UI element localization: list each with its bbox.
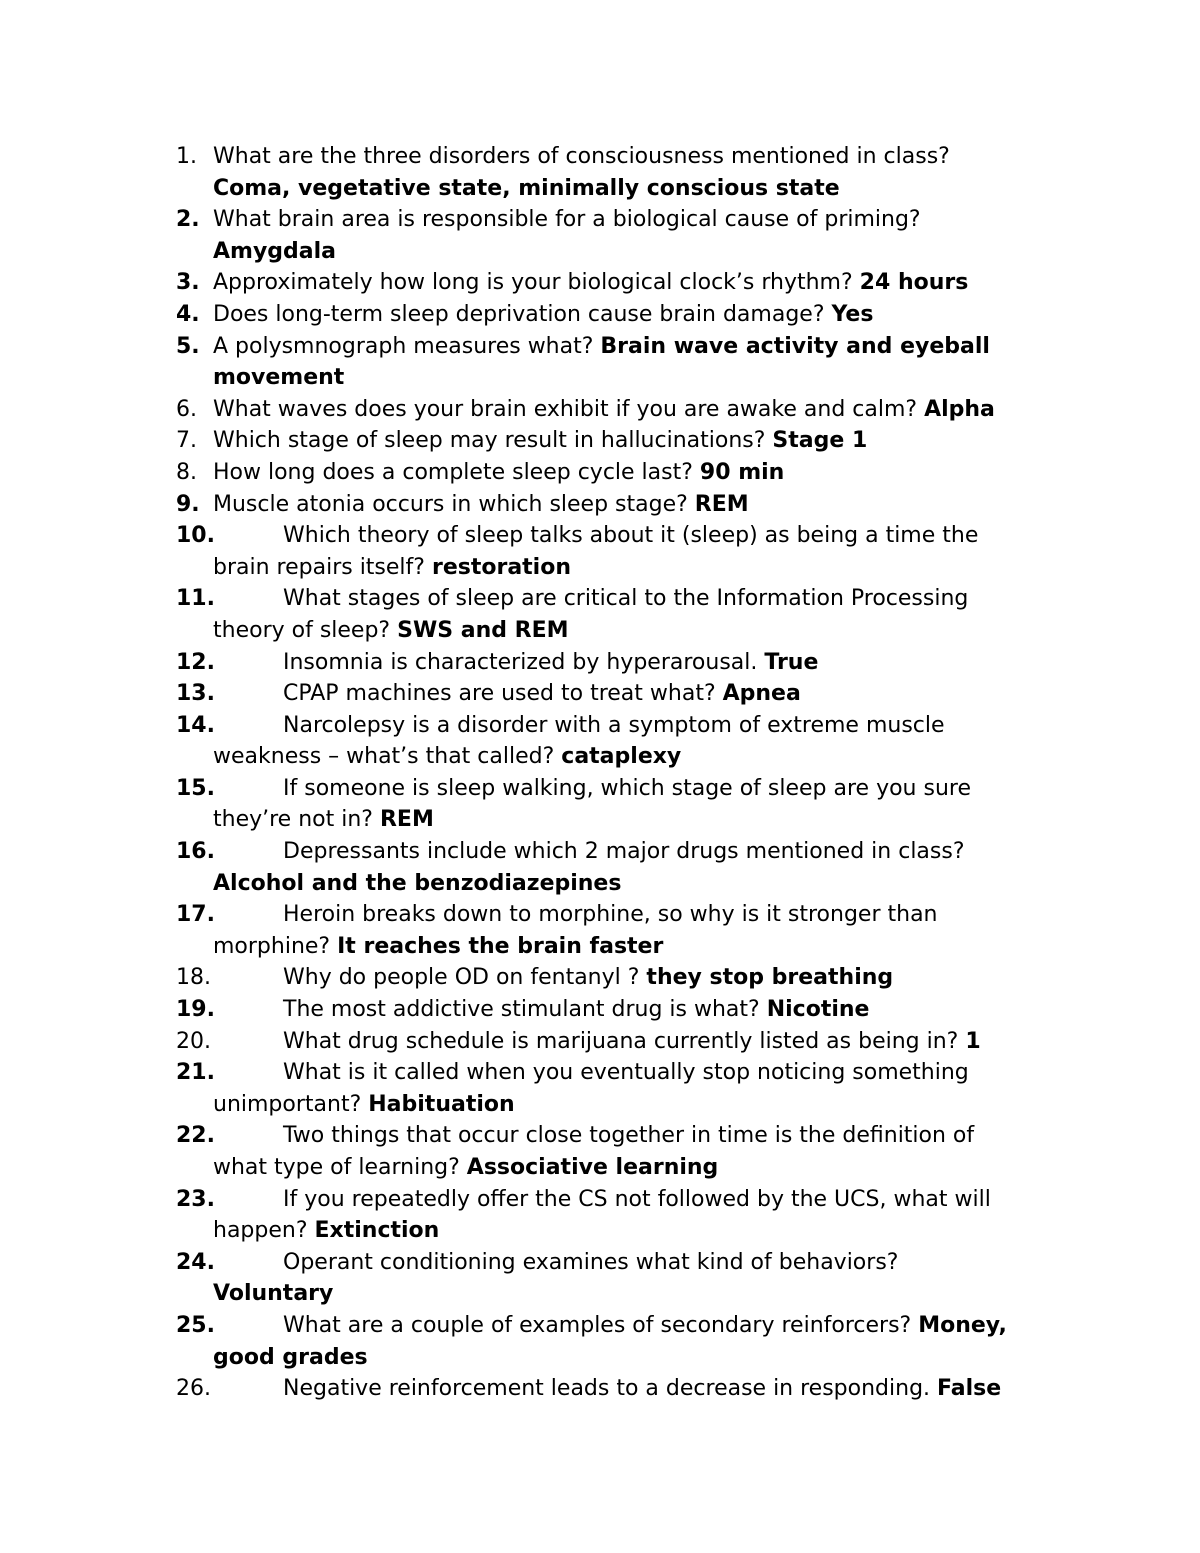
question-text: What are a couple of examples of secondary reinforcers?	[283, 1312, 919, 1338]
question-text: If you repeatedly offer the CS not followed by the UCS, what will	[283, 1186, 991, 1212]
question-number: 24.	[176, 1249, 215, 1275]
question-line-1	[213, 331, 1070, 363]
question-item-20	[170, 1026, 1070, 1058]
question-line-1	[283, 994, 1070, 1026]
question-line-2	[213, 804, 1070, 836]
question-number: 15.	[176, 775, 215, 801]
question-text-continued: happen?	[213, 1218, 315, 1244]
answer-text: cataplexy	[561, 744, 682, 770]
question-text-continued: theory of sleep?	[213, 617, 398, 643]
question-item-15	[170, 773, 1070, 836]
question-line-2	[213, 931, 1070, 963]
question-text: Which stage of sleep may result in hallucinations?	[213, 428, 773, 454]
question-text: Approximately how long is your biological clock’s rhythm?	[213, 270, 860, 296]
question-number: 6.	[176, 396, 197, 422]
question-line-1	[283, 899, 1070, 931]
question-line-1	[283, 678, 1070, 710]
question-item-26	[170, 1373, 1070, 1405]
question-text: Does long-term sleep deprivation cause brain damage?	[213, 301, 832, 327]
answer-text: Coma, vegetative state, minimally conscious state	[213, 175, 840, 201]
question-number: 25.	[176, 1312, 215, 1338]
question-item-13	[170, 678, 1070, 710]
question-text: How long does a complete sleep cycle last?	[213, 459, 700, 485]
question-text: What is it called when you eventually stop noticing something	[283, 1060, 969, 1086]
question-text: Which theory of sleep talks about it (sleep) as being a time the	[283, 523, 979, 549]
answer-text: Yes	[831, 301, 874, 327]
question-item-6	[170, 394, 1070, 426]
question-number: 7.	[176, 428, 197, 454]
question-line-2	[213, 1089, 1070, 1121]
question-line-2	[213, 362, 1070, 394]
question-line-2	[213, 741, 1070, 773]
question-text: What brain area is responsible for a biological cause of priming?	[213, 207, 921, 233]
answer-text: It reaches the brain faster	[337, 933, 664, 959]
question-line-2	[213, 173, 1070, 205]
question-line-2	[213, 868, 1070, 900]
answer-text: 1	[965, 1028, 981, 1054]
answer-text: Apnea	[722, 681, 801, 707]
answer-text: Brain wave activity and eyeball	[600, 333, 990, 359]
question-item-2	[170, 204, 1070, 267]
question-item-4	[170, 299, 1070, 331]
question-line-1	[283, 520, 1070, 552]
question-line-2	[213, 552, 1070, 584]
question-text: Negative reinforcement leads to a decrease in responding.	[283, 1376, 938, 1402]
question-line-2	[213, 1152, 1070, 1184]
question-text: Narcolepsy is a disorder with a symptom of extreme muscle	[283, 712, 945, 738]
answer-text: Habituation	[368, 1091, 515, 1117]
question-item-14	[170, 710, 1070, 773]
question-item-23	[170, 1184, 1070, 1247]
answer-text: False	[937, 1376, 1002, 1402]
answer-text: Nicotine	[766, 997, 870, 1023]
question-item-7	[170, 425, 1070, 457]
answer-text: Extinction	[314, 1218, 440, 1244]
question-item-18	[170, 962, 1070, 994]
question-item-22	[170, 1120, 1070, 1183]
question-number: 14.	[176, 712, 215, 738]
answer-text: Associative learning	[466, 1155, 719, 1180]
question-item-25	[170, 1310, 1070, 1373]
answer-text: 24 hours	[859, 270, 969, 296]
question-line-2	[213, 1215, 1070, 1247]
question-line-1	[213, 457, 1070, 489]
question-item-10	[170, 520, 1070, 583]
question-line-2	[213, 1278, 1070, 1310]
question-line-1	[213, 204, 1070, 236]
question-line-2	[213, 615, 1070, 647]
question-number: 3.	[176, 270, 200, 296]
question-text: What drug schedule is marijuana currently listed as being in?	[283, 1028, 966, 1054]
question-text: The most addictive stimulant drug is what?	[283, 997, 767, 1023]
question-text: Muscle atonia occurs in which sleep stage?	[213, 491, 695, 517]
question-item-17	[170, 899, 1070, 962]
question-item-3	[170, 267, 1070, 299]
question-line-1	[283, 583, 1070, 615]
question-number: 19.	[176, 997, 215, 1023]
question-item-11	[170, 583, 1070, 646]
answer-text: Stage 1	[772, 428, 868, 454]
question-line-1	[283, 1247, 1070, 1279]
answer-text: movement	[213, 365, 345, 391]
question-number: 18.	[176, 965, 211, 991]
question-number: 22.	[176, 1123, 215, 1149]
answer-text: Money,	[918, 1312, 1007, 1338]
question-text: Operant conditioning examines what kind of behaviors?	[283, 1249, 899, 1275]
question-item-24	[170, 1247, 1070, 1310]
question-number: 1.	[176, 144, 197, 169]
question-line-1	[213, 141, 1070, 173]
question-line-1	[283, 1184, 1070, 1216]
question-text: What waves does your brain exhibit if you are awake and calm?	[213, 396, 925, 422]
question-text: Insomnia is characterized by hyperarousal.	[283, 649, 765, 675]
question-number: 12.	[176, 649, 215, 675]
question-number: 20.	[176, 1028, 211, 1054]
question-line-2	[213, 1342, 1070, 1374]
question-text: Heroin breaks down to morphine, so why is it stronger than	[283, 902, 938, 928]
question-text: Depressants include which 2 major drugs mentioned in class?	[283, 839, 965, 865]
answer-text: Amygdala	[213, 238, 337, 264]
question-item-19	[170, 994, 1070, 1026]
question-number: 11.	[176, 586, 215, 612]
question-line-1	[213, 394, 1070, 426]
question-text: What stages of sleep are critical to the Information Processing	[283, 586, 969, 612]
question-item-9	[170, 489, 1070, 521]
question-number: 13.	[176, 681, 215, 707]
question-number: 5.	[176, 333, 200, 359]
question-text: If someone is sleep walking, which stage of sleep are you sure	[283, 775, 971, 801]
question-number: 8.	[176, 459, 197, 485]
question-item-5	[170, 331, 1070, 394]
answer-text: REM	[694, 491, 749, 517]
question-number: 17.	[176, 902, 215, 928]
question-item-12	[170, 647, 1070, 679]
question-number: 26.	[176, 1376, 211, 1402]
question-item-16	[170, 836, 1070, 899]
question-number: 10.	[176, 523, 215, 549]
question-text: What are the three disorders of consciousness mentioned in class?	[213, 144, 950, 169]
answer-text: REM	[379, 807, 434, 833]
answer-text: restoration	[431, 554, 571, 580]
question-line-1	[283, 1373, 1070, 1405]
question-number: 2.	[176, 207, 200, 233]
question-text-continued: morphine?	[213, 933, 338, 959]
question-line-1	[283, 1120, 1070, 1152]
answer-text: they stop breathing	[646, 965, 894, 991]
question-line-1	[283, 1310, 1070, 1342]
question-number: 9.	[176, 491, 200, 517]
question-text: A polysmnograph measures what?	[213, 333, 601, 359]
question-line-2	[213, 236, 1070, 268]
answer-text: Alcohol and the benzodiazepines	[213, 870, 622, 896]
question-line-1	[283, 836, 1070, 868]
question-number: 16.	[176, 839, 215, 865]
question-text: Why do people OD on fentanyl ?	[283, 965, 647, 991]
question-text-continued: they’re not in?	[213, 807, 380, 833]
question-line-1	[213, 489, 1070, 521]
question-item-1	[170, 141, 1070, 204]
question-text-continued: brain repairs itself?	[213, 554, 432, 580]
question-number: 23.	[176, 1186, 215, 1212]
question-list	[170, 141, 1070, 1405]
question-line-1	[283, 710, 1070, 742]
answer-text: good grades	[213, 1344, 368, 1370]
question-line-1	[283, 773, 1070, 805]
question-item-8	[170, 457, 1070, 489]
question-line-1	[283, 1026, 1070, 1058]
question-text-continued: weakness – what’s that called?	[213, 744, 562, 770]
question-text: Two things that occur close together in time is the definition of	[283, 1123, 975, 1149]
question-number: 4.	[176, 301, 200, 327]
question-number: 21.	[176, 1060, 215, 1086]
question-line-1	[283, 647, 1070, 679]
answer-text: Alpha	[924, 396, 995, 422]
question-line-1	[283, 962, 1070, 994]
question-text-continued: what type of learning?	[213, 1155, 467, 1180]
answer-text: 90 min	[699, 459, 785, 485]
question-line-1	[213, 267, 1070, 299]
question-item-21	[170, 1057, 1070, 1120]
question-line-1	[213, 425, 1070, 457]
answer-text: True	[764, 649, 819, 675]
answer-text: Voluntary	[213, 1281, 334, 1307]
question-text-continued: unimportant?	[213, 1091, 369, 1117]
answer-text: SWS and REM	[397, 617, 569, 643]
question-text: CPAP machines are used to treat what?	[283, 681, 723, 707]
question-line-1	[283, 1057, 1070, 1089]
question-line-1	[213, 299, 1070, 331]
